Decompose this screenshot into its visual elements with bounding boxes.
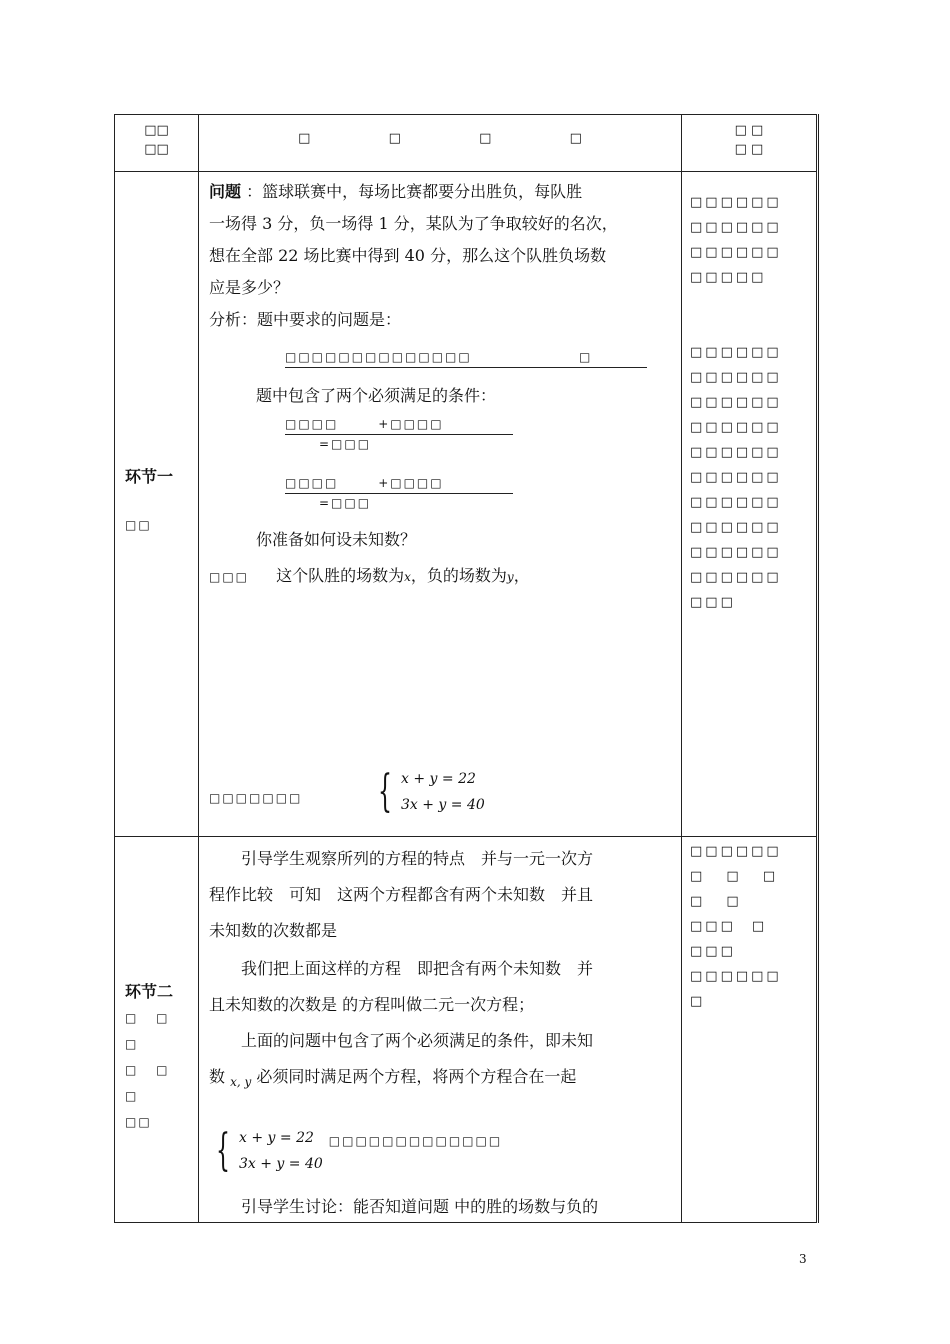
stage-cell-1 <box>115 172 199 837</box>
note-line: □□□□□□ <box>690 345 782 360</box>
note-line: □□□□□□ <box>690 969 782 984</box>
var-x: x <box>404 570 411 584</box>
problem-text: ：篮球联赛中，每场比赛都要分出胜负，每队胜 <box>246 182 583 201</box>
section-row-1 <box>115 172 818 837</box>
header-col-content <box>199 115 682 172</box>
header-text: □ □ <box>734 142 764 157</box>
paragraph-text: 未知数的次数都是 <box>209 921 338 940</box>
condition-blank-1 <box>285 414 513 451</box>
brace-icon: { <box>378 766 392 817</box>
analysis-text: 分析：题中要求的问题是： <box>209 310 402 329</box>
answer-blank <box>285 347 647 368</box>
header-text: □ <box>388 131 401 146</box>
blank-text: +□□□□ <box>378 417 444 431</box>
note-line: □□□□□□ <box>690 220 782 235</box>
header-text: □ □ <box>734 123 764 138</box>
note-line: □□□□□□ <box>690 395 782 410</box>
header-col-notes <box>682 115 818 172</box>
paragraph-text: 引导学生观察所列的方程的特点 并与一元一次方 <box>241 849 594 868</box>
lesson-table <box>114 114 819 1223</box>
equation-tail: □□□□□□□□□□□□□ <box>328 1134 503 1148</box>
stage-subtitle <box>125 1005 198 1135</box>
question-text: 你准备如何设未知数？ <box>256 530 417 549</box>
problem-label: 问题 <box>209 182 242 201</box>
set-text: 这个队胜的场数为 <box>276 566 405 585</box>
note-line: □□□□□□ <box>690 195 782 210</box>
header-text: □ <box>479 131 492 146</box>
note-line: □□□□□□ <box>690 445 782 460</box>
paragraph-text: 引导学生讨论：能否知道问题 中的胜的场数与负的 <box>241 1197 599 1216</box>
content-cell-1 <box>199 172 682 837</box>
content-cell-2 <box>199 837 682 1223</box>
note-line: □□□□□□ <box>690 370 782 385</box>
stage-subtitle-line: □ □ □ <box>125 1011 176 1051</box>
stage-subtitle-line: □□ <box>125 1115 152 1129</box>
paragraph-text: 程作比较 可知 这两个方程都含有两个未知数 并且 <box>209 885 594 904</box>
notes-cell-2 <box>682 837 818 1223</box>
note-line: □□□ □ □□□ <box>690 919 768 959</box>
problem-text: 应是多少？ <box>209 278 290 297</box>
note-line: □□□□□□ <box>690 520 782 535</box>
equation: x + y = 22 <box>239 1130 314 1146</box>
header-text: □□ <box>144 123 169 138</box>
conditions-text: 题中包含了两个必须满足的条件： <box>256 386 497 405</box>
stage-subtitle: □□ <box>125 518 152 532</box>
equation-label: □□□□□□□ <box>209 791 303 805</box>
table-header-row <box>115 115 818 172</box>
stage-title: 环节一 <box>125 467 174 486</box>
paragraph-text: 数 <box>209 1067 226 1086</box>
note-line: □□□□□ <box>690 270 767 285</box>
blank-text: □□□□□□□□□□□□□□ <box>285 350 472 364</box>
variables: x, y <box>230 1075 252 1089</box>
note-line: □□□□□□ <box>690 420 782 435</box>
stage-subtitle-line: □ □ □ <box>125 1063 176 1103</box>
note-line: □□□□□□ <box>690 495 782 510</box>
paragraph-text: 上面的问题中包含了两个必须满足的条件，即未知 <box>241 1031 594 1050</box>
note-line: □□□□□□ <box>690 570 782 585</box>
note-line: □ □ □ □ □ <box>690 869 786 909</box>
note-line: □□□□□□ <box>690 470 782 485</box>
note-line: □ <box>690 994 706 1009</box>
note-line: □□□ <box>690 595 736 610</box>
blank-text: □□□□ <box>285 476 339 490</box>
header-text: □ <box>298 131 311 146</box>
paragraph-text: 必须同时满足两个方程，将两个方程合在一起 <box>256 1067 577 1086</box>
blank-text: =□□□ <box>319 437 372 451</box>
section-row-2 <box>115 837 818 1223</box>
note-line: □□□□□□ <box>690 545 782 560</box>
blank-text: =□□□ <box>319 496 372 510</box>
blank-text: +□□□□ <box>378 476 444 490</box>
equation-system-1 <box>371 766 485 818</box>
condition-blank-2 <box>285 473 513 510</box>
equation: 3x + y = 40 <box>401 797 485 813</box>
equation-system-2 <box>209 1125 502 1177</box>
header-col-stage <box>115 115 199 172</box>
brace-icon: { <box>216 1125 230 1176</box>
stage-cell-2 <box>115 837 199 1223</box>
set-text: ， <box>513 566 530 585</box>
notes-cell-1 <box>682 172 818 837</box>
paragraph-text: 且未知数的次数是 的方程叫做二元一次方程； <box>209 995 535 1014</box>
problem-text: 想在全部 22 场比赛中得到 40 分，那么这个队胜负场数 <box>209 246 607 265</box>
header-text: □□ <box>144 142 169 157</box>
equation: 3x + y = 40 <box>239 1156 323 1172</box>
blank-text: □ <box>579 350 593 364</box>
set-label: □□□ <box>209 570 250 584</box>
equation: x + y = 22 <box>401 771 476 787</box>
set-text: ，负的场数为 <box>410 566 507 585</box>
note-line: □□□□□□ <box>690 844 782 859</box>
header-text: □ <box>569 131 582 146</box>
blank-text: □□□□ <box>285 417 339 431</box>
var-y: y <box>506 570 514 584</box>
problem-text: 一场得 3 分，负一场得 1 分，某队为了争取较好的名次， <box>209 214 618 233</box>
page-number: 3 <box>799 1252 807 1266</box>
stage-title: 环节二 <box>125 982 174 1001</box>
paragraph-text: 我们把上面这样的方程 即把含有两个未知数 并 <box>241 959 594 978</box>
note-line: □□□□□□ <box>690 245 782 260</box>
